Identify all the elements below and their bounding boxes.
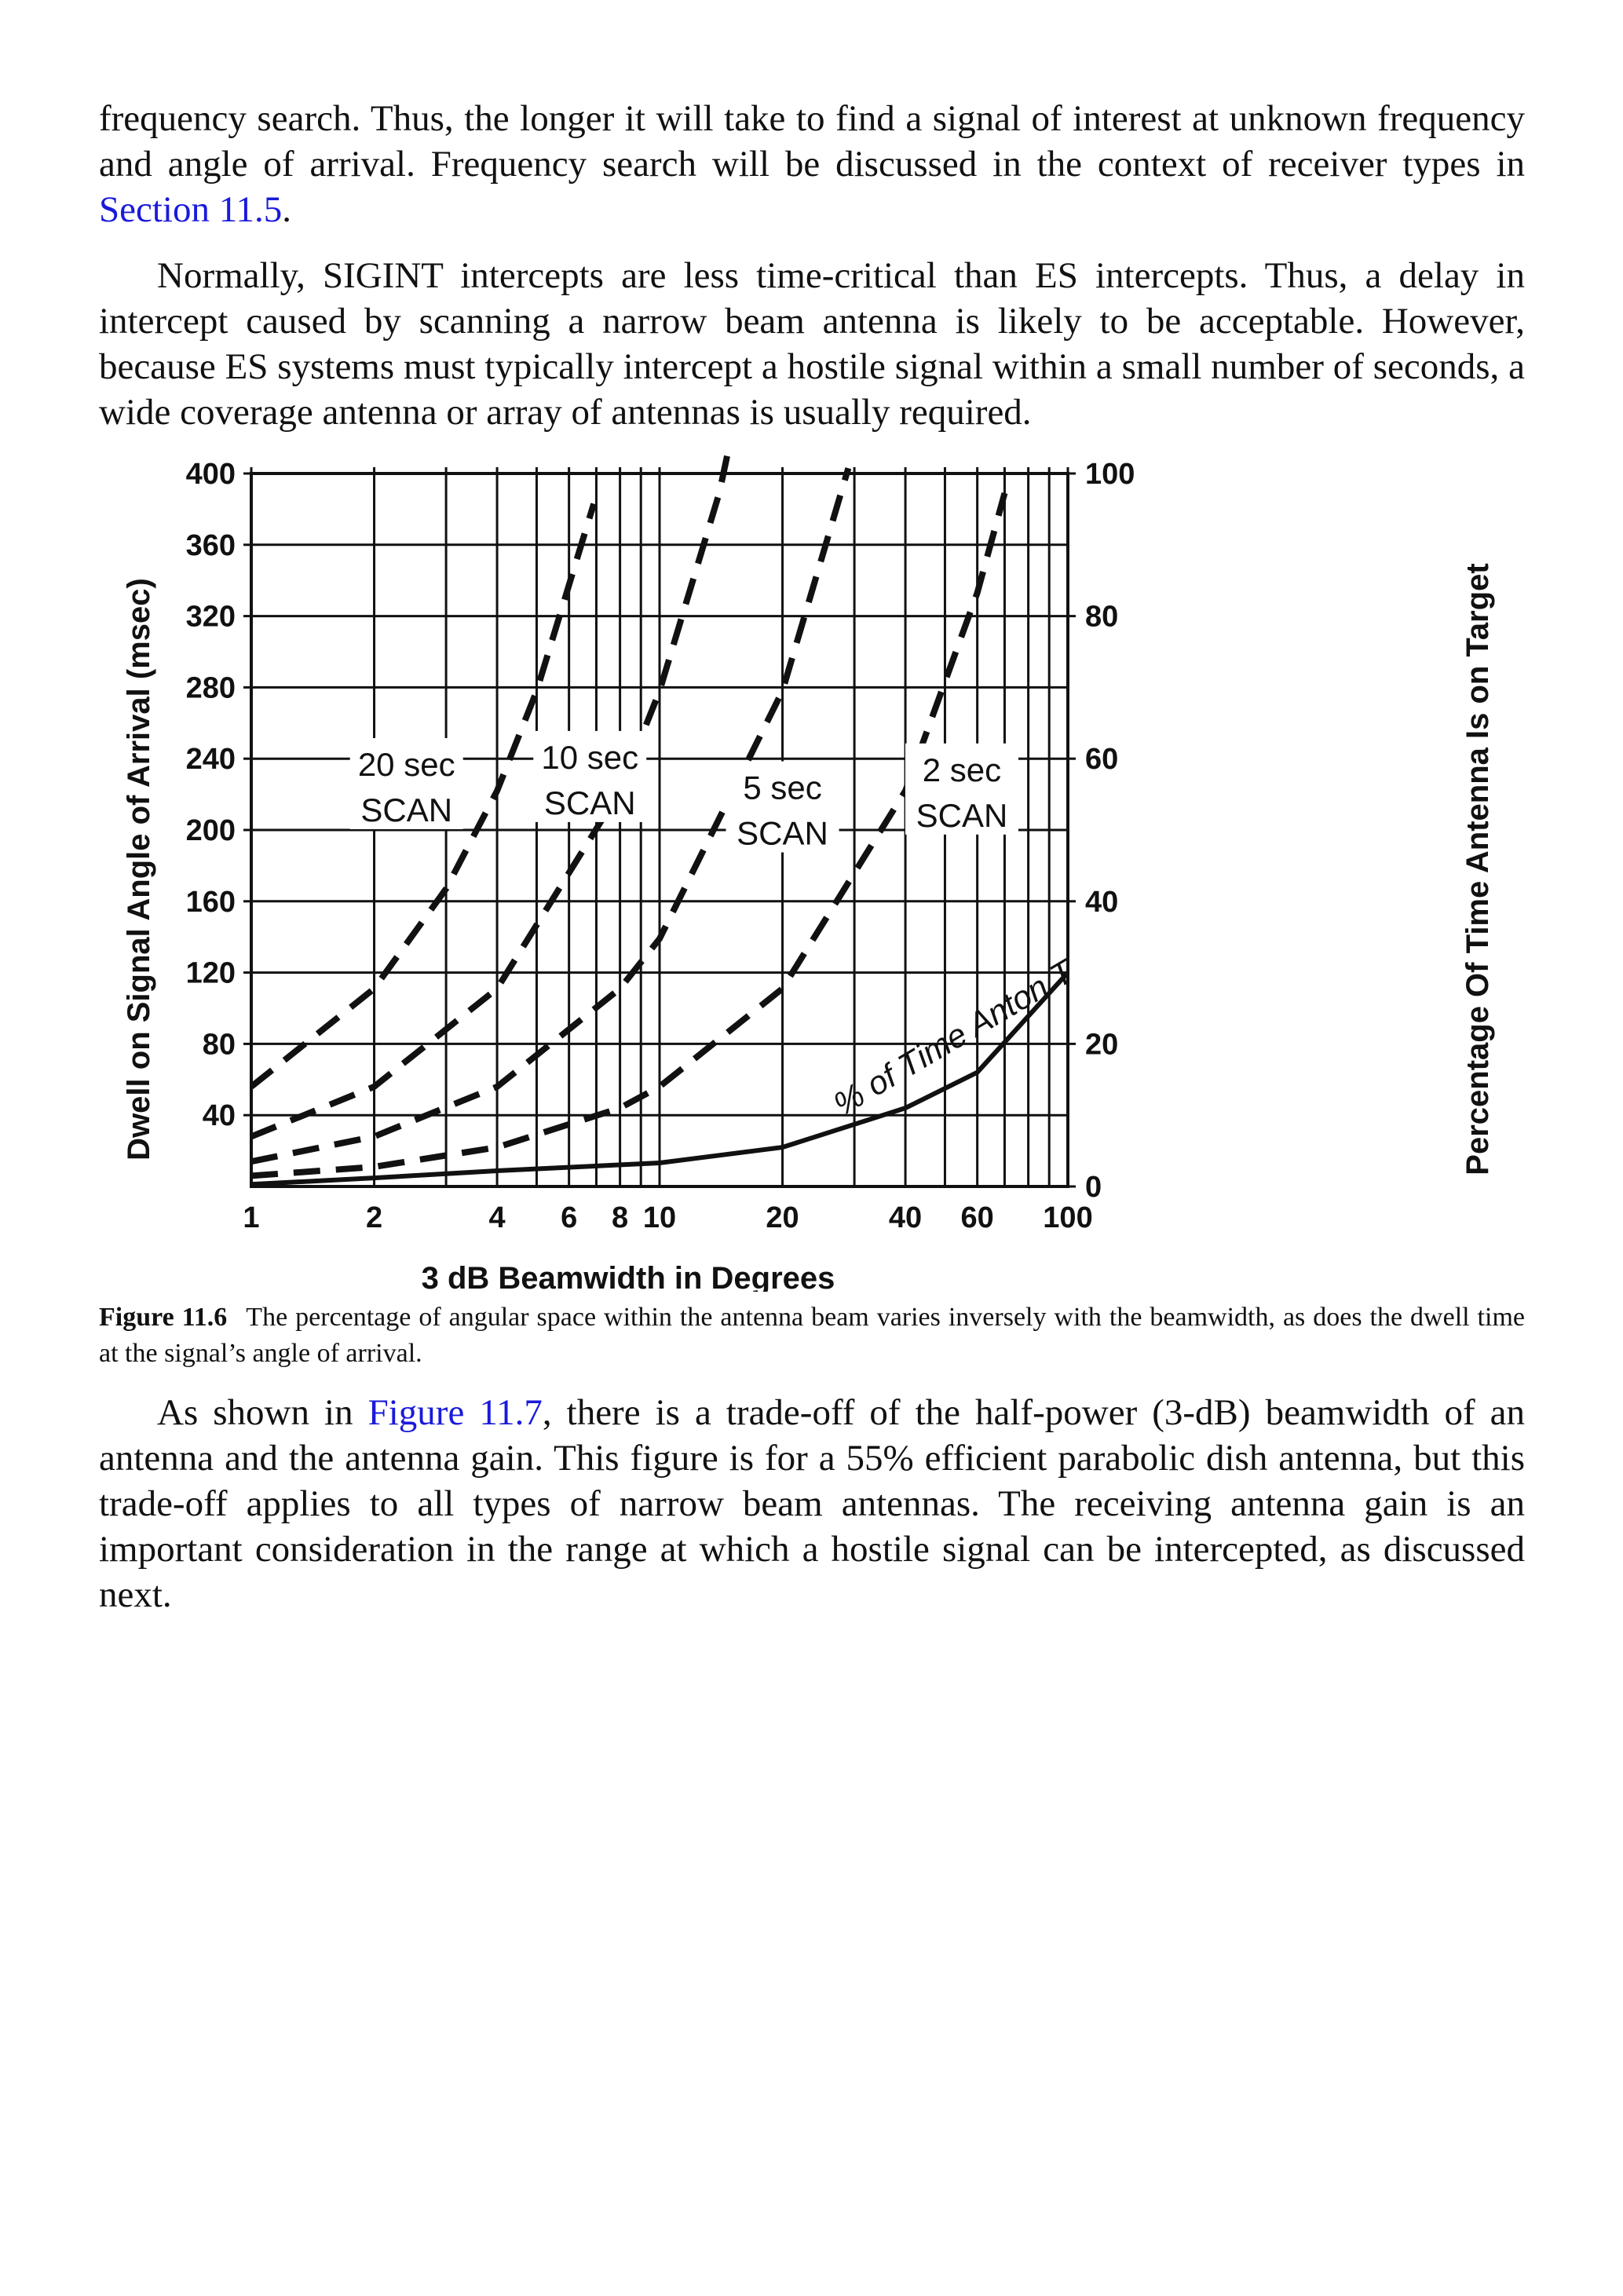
x-tick-label: 4	[488, 1201, 506, 1234]
series-label: % of Time Anton T	[827, 954, 1077, 1123]
x-tick-label: 1	[243, 1201, 260, 1234]
series-label: SCAN	[543, 784, 636, 821]
y-tick-label: 320	[185, 600, 236, 634]
x-tick-label: 60	[960, 1201, 994, 1234]
caption-label: Figure 11.6	[99, 1303, 228, 1332]
y-tick-label: 200	[185, 814, 236, 847]
y2-axis-title: Percentage Of Time Antenna Is on Target	[1460, 563, 1495, 1175]
paragraph-text: frequency search. Thus, the longer it will take to find a signal of interest at unknown frequency and angle of arrival. Frequency search will be discussed in the context of receiver types in	[99, 98, 1525, 185]
y-tick-label: 360	[185, 528, 236, 562]
figure-caption	[99, 1300, 1525, 1372]
x-tick-label: 20	[766, 1201, 799, 1234]
y-tick-label: 80	[202, 1028, 236, 1062]
series-label: SCAN	[360, 791, 453, 828]
y-axis-title: Dwell on Signal Angle of Arrival (msec)	[122, 578, 156, 1161]
series-label: SCAN	[916, 796, 1008, 834]
y2-tick-label: 80	[1085, 600, 1119, 634]
paragraph-text: , there is a trade-off of the half-power (3-dB) beamwidth of an antenna and the antenna gain. This figure is for a 55% efficient parabolic dish antenna, but this trade-off applies to all types of narrow beam antennas. The receiving antenna gain is an important consideration in the range at which a hostile signal can be intercepted, as discussed next.	[99, 1392, 1525, 1615]
y-tick-label: 120	[185, 956, 236, 990]
y-tick-label: 160	[185, 885, 236, 919]
x-tick-label: 40	[888, 1201, 923, 1234]
series-label: 20 sec	[357, 745, 455, 783]
paragraph-tradeoff	[99, 1390, 1525, 1618]
paragraph-sigint: Normally, SIGINT intercepts are less time-critical than ES intercepts. Thus, a delay in intercept caused by scanning a narrow beam antenna is likely to be acceptable. However, because ES systems must typically intercept a hostile signal within a small number of seconds, a wide coverage antenna or array of antennas is usually required.	[99, 255, 1525, 433]
y2-tick-label: 40	[1085, 885, 1119, 919]
y-tick-label: 280	[185, 671, 236, 705]
y2-tick-label: 20	[1085, 1028, 1119, 1062]
section-link[interactable]: Section 11.5	[99, 189, 283, 230]
caption-text: The percentage of angular space within the antenna beam varies inversely with the beamwidth, as does the dwell time at the signal’s angle of arrival.	[99, 1303, 1525, 1368]
paragraph-text: As shown in	[157, 1392, 368, 1433]
series-label: 5 sec	[743, 769, 822, 806]
y2-tick-label: 0	[1085, 1171, 1102, 1204]
series-label: 2 sec	[922, 751, 1002, 788]
paragraph-intro	[99, 96, 1525, 232]
x-tick-label: 2	[365, 1201, 383, 1234]
y-tick-label: 240	[185, 743, 236, 777]
paragraph-end: .	[282, 189, 291, 230]
y-tick-label: 400	[185, 458, 236, 491]
series-label: 10 sec	[541, 738, 639, 776]
series-label: SCAN	[737, 814, 828, 852]
x-tick-label: 100	[1043, 1201, 1093, 1234]
figure-11-6	[118, 444, 1515, 1296]
figure-link[interactable]: Figure 11.7	[367, 1392, 543, 1433]
x-tick-label: 8	[612, 1201, 629, 1234]
series-line	[251, 444, 783, 1136]
y-tick-label: 40	[202, 1099, 236, 1133]
x-axis-title: 3 dB Beamwidth in Degrees	[421, 1261, 835, 1292]
x-tick-label: 10	[642, 1201, 677, 1234]
y2-tick-label: 60	[1085, 743, 1119, 777]
y2-tick-label: 100	[1085, 458, 1135, 491]
x-tick-label: 6	[561, 1201, 578, 1234]
dwell-time-chart	[118, 444, 1515, 1292]
